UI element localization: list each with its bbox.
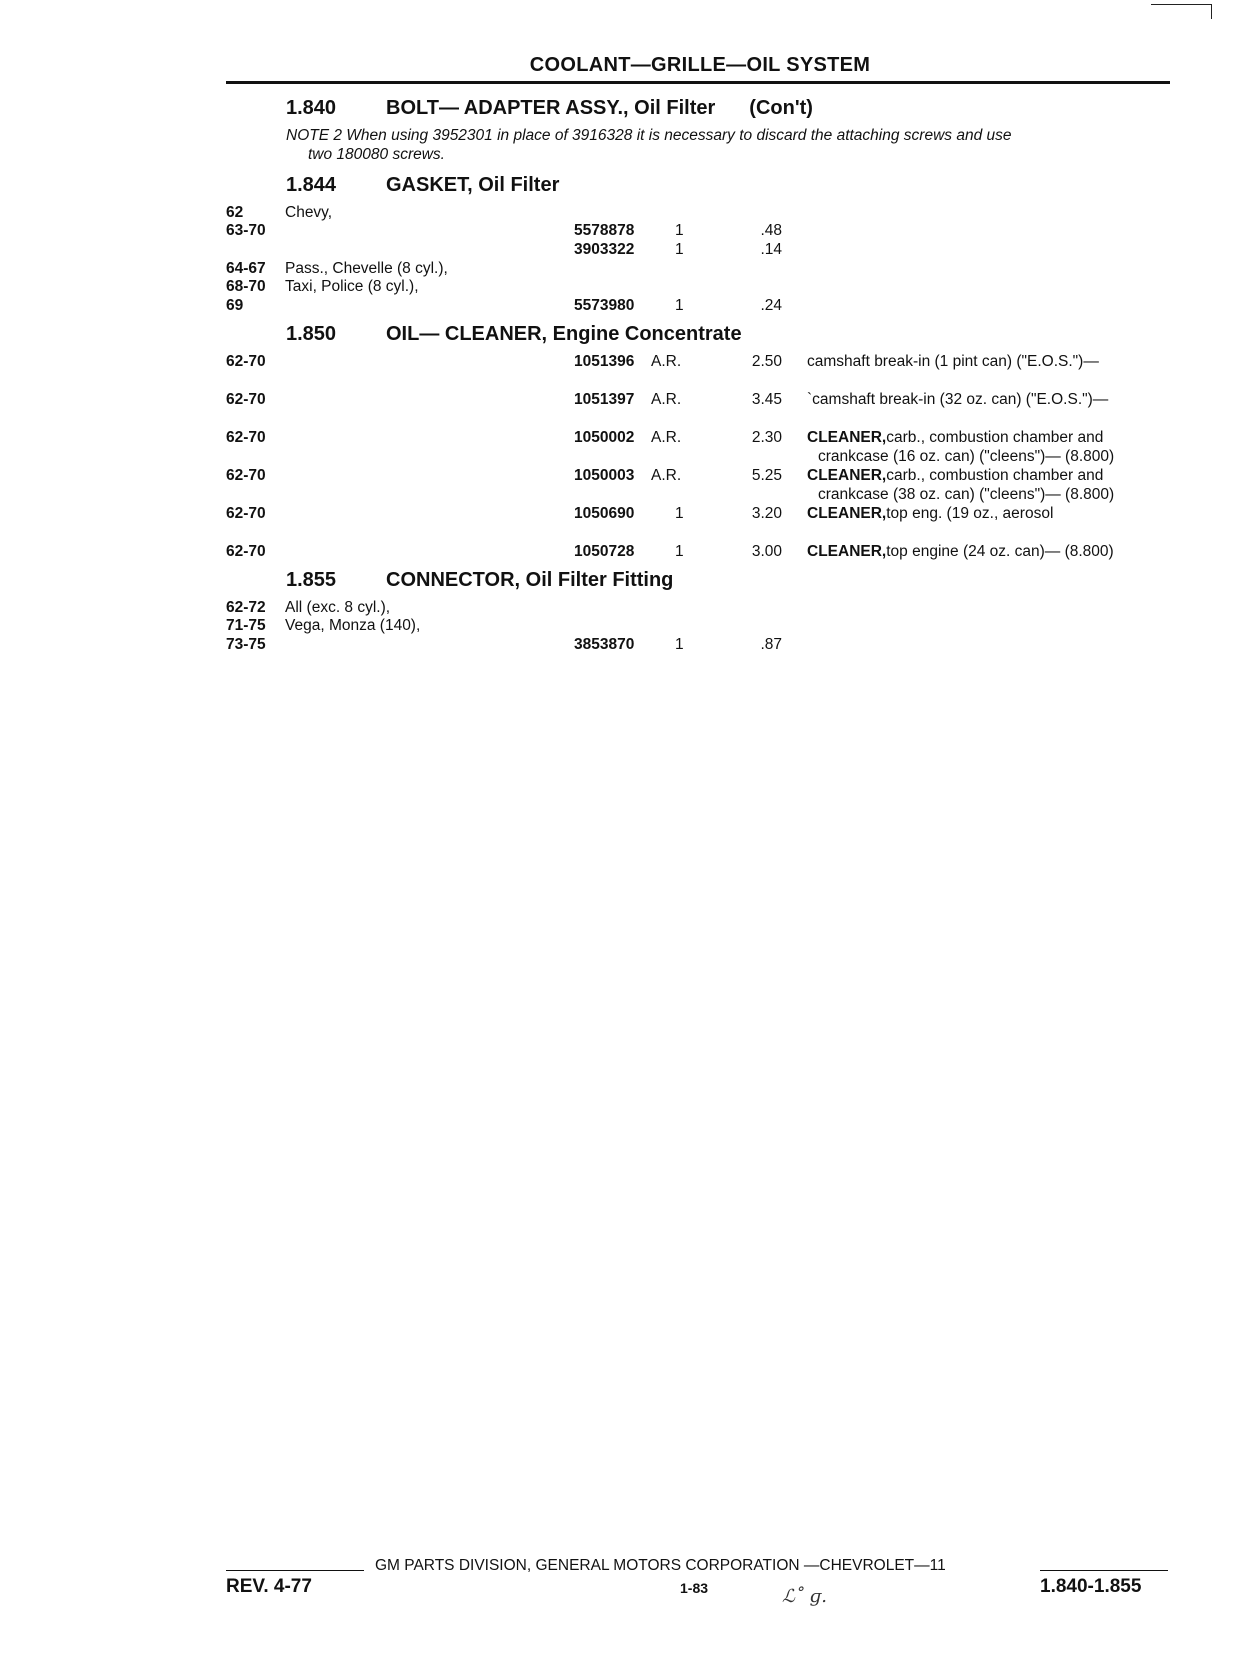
part-number: 3903322 <box>574 241 635 258</box>
table-row <box>0 221 1242 240</box>
section-title: GASKET, Oil Filter <box>386 174 560 196</box>
part-number: 1050003 <box>574 467 635 484</box>
year-range: 71-75 <box>226 617 266 634</box>
quantity: A.R. <box>651 429 682 446</box>
footer-publisher: GM PARTS DIVISION, GENERAL MOTORS CORPORATION —CHEVROLET—11 <box>375 1557 946 1574</box>
header-rule <box>226 81 1170 84</box>
price: 3.45 <box>751 391 782 408</box>
year-range: 62-70 <box>226 391 266 408</box>
note-2 <box>286 126 1166 164</box>
year-range: 73-75 <box>226 636 266 653</box>
section-number: 1.855 <box>286 569 337 591</box>
table-row-continued <box>0 447 1242 466</box>
table-row <box>0 352 1242 371</box>
year-range: 69 <box>226 297 244 314</box>
price: .14 <box>760 241 782 258</box>
quantity: A.R. <box>651 353 682 370</box>
section-number: 1.840 <box>286 97 337 119</box>
table-row <box>0 428 1242 447</box>
table-row <box>0 390 1242 409</box>
table-row <box>0 296 1242 315</box>
table-row <box>0 635 1242 654</box>
section-number: 1.850 <box>286 323 337 345</box>
table-row-continued <box>0 409 1242 428</box>
quantity: A.R. <box>651 391 682 408</box>
usage: CLEANER, carb., combustion chamber and <box>807 467 1104 484</box>
section-title: BOLT— ADAPTER ASSY., Oil Filter <box>386 97 716 119</box>
model-description: Taxi, Police (8 cyl.), <box>285 278 419 295</box>
quantity: 1 <box>675 297 684 314</box>
section-number: 1.844 <box>286 174 337 196</box>
table-row-continued <box>0 371 1242 390</box>
table-row <box>0 616 1242 635</box>
model-description: Vega, Monza (140), <box>285 617 421 634</box>
part-number: 5573980 <box>574 297 635 314</box>
year-range: 62-70 <box>226 543 266 560</box>
page-title: COOLANT—GRILLE—OIL SYSTEM <box>529 54 871 76</box>
year-range: 68-70 <box>226 278 266 295</box>
section-heading-1855 <box>286 569 673 592</box>
section-title: CONNECTOR, Oil Filter Fitting <box>386 569 674 591</box>
section-continued: (Con't) <box>749 97 813 119</box>
quantity: 1 <box>675 636 684 653</box>
year-range: 62-70 <box>226 429 266 446</box>
price: 3.00 <box>751 543 782 560</box>
model-description: All (exc. 8 cyl.), <box>285 599 391 616</box>
section-heading-1850 <box>286 323 742 346</box>
section-range: 1.840-1.855 <box>1040 1576 1142 1597</box>
table-row <box>0 259 1242 278</box>
part-number: 1050002 <box>574 429 635 446</box>
corner-mark <box>1151 4 1212 19</box>
usage-continued: crankcase (38 oz. can) ("cleens")— (8.800) <box>818 486 1115 503</box>
part-number: 1050690 <box>574 505 635 522</box>
table-row <box>0 542 1242 561</box>
quantity: 1 <box>675 222 684 239</box>
usage: `camshaft break-in (32 oz. can) ("E.O.S.")— <box>807 391 1109 408</box>
table-row <box>0 466 1242 485</box>
year-range: 62 <box>226 204 244 221</box>
price: 2.30 <box>751 429 782 446</box>
usage: CLEANER, carb., combustion chamber and <box>807 429 1104 446</box>
model-description: Pass., Chevelle (8 cyl.), <box>285 260 448 277</box>
year-range: 62-70 <box>226 505 266 522</box>
footer-rule-left <box>226 1570 364 1571</box>
section-heading-1840 <box>286 97 813 120</box>
price: .48 <box>760 222 782 239</box>
revision-label: REV. 4-77 <box>226 1576 312 1597</box>
table-row-continued <box>0 523 1242 542</box>
year-range: 62-70 <box>226 467 266 484</box>
table-row <box>0 504 1242 523</box>
year-range: 64-67 <box>226 260 266 277</box>
quantity: 1 <box>675 505 684 522</box>
price: .87 <box>760 636 782 653</box>
part-number: 1051396 <box>574 353 635 370</box>
usage-continued: crankcase (16 oz. can) ("cleens")— (8.800) <box>818 448 1115 465</box>
note-line: NOTE 2 When using 3952301 in place of 3916328 it is necessary to discard the attaching screws and use <box>286 127 1012 144</box>
table-row <box>0 598 1242 617</box>
model-description: Chevy, <box>285 204 333 221</box>
footer-rule-right <box>1040 1570 1168 1571</box>
section-heading-1844 <box>286 174 559 197</box>
handwritten-mark: ℒ˚ ɡ. <box>782 1586 827 1607</box>
quantity: 1 <box>675 241 684 258</box>
table-row <box>0 277 1242 296</box>
year-range: 63-70 <box>226 222 266 239</box>
year-range: 62-70 <box>226 353 266 370</box>
part-number: 3853870 <box>574 636 635 653</box>
price: 2.50 <box>751 353 782 370</box>
table-row-continued <box>0 485 1242 504</box>
page-number: 1-83 <box>680 1580 709 1596</box>
price: 5.25 <box>751 467 782 484</box>
usage: CLEANER, top engine (24 oz. can)— (8.800) <box>807 543 1114 560</box>
table-row <box>0 203 1242 222</box>
usage: camshaft break-in (1 pint can) ("E.O.S.")— <box>807 353 1099 370</box>
quantity: A.R. <box>651 467 682 484</box>
year-range: 62-72 <box>226 599 266 616</box>
section-title: OIL— CLEANER, Engine Concentrate <box>386 323 742 345</box>
part-number: 1051397 <box>574 391 635 408</box>
table-row <box>0 240 1242 259</box>
usage: CLEANER, top eng. (19 oz., aerosol <box>807 505 1054 522</box>
price: 3.20 <box>751 505 782 522</box>
part-number: 1050728 <box>574 543 635 560</box>
price: .24 <box>760 297 782 314</box>
part-number: 5578878 <box>574 222 635 239</box>
quantity: 1 <box>675 543 684 560</box>
note-line: two 180080 screws. <box>308 146 445 163</box>
